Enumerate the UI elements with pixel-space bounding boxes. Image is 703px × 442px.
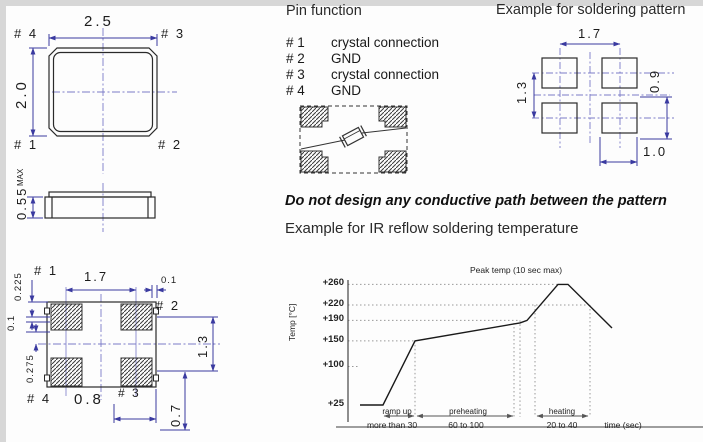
bottomview-pitchy-dim: 1.3 [195,333,210,358]
duration-preheating: 60 to 100 [448,420,484,430]
pin1-number: # 1 [286,35,305,50]
pin-function-title: Pin function [286,3,362,19]
bottom-view-body [45,302,159,387]
sideview-height-dim: 0.55 [14,186,29,220]
bottomview-pin2-label: # 2 [156,298,181,313]
top-view-dimensions [29,34,157,136]
sideview-max-qualifier: MAX [16,168,25,186]
segment-heating-label: heating [548,407,576,416]
peak-temp-annotation: Peak temp (10 sec max) [470,265,563,275]
topview-pin4-label: # 4 [14,26,39,41]
pin2-number: # 2 [286,51,305,66]
topview-pin3-label: # 3 [161,26,186,41]
conductive-path-warning: Do not design any conductive path between the pattern [285,193,667,209]
reflow-profile-line [360,284,612,405]
topview-pin2-label: # 2 [158,137,183,152]
duration-heating: 20 to 40 [546,420,578,430]
ytick-260: +260 [322,277,344,288]
solder-pattern-title: Example for soldering pattern [496,2,686,18]
pin2-function: GND [331,51,361,66]
bottomview-pin1-label: # 1 [34,263,59,278]
bottomview-offset-dim: 0.1 [161,275,178,286]
pin1-function: crystal connection [331,35,440,50]
bottomview-pin4-label: # 4 [27,391,52,406]
bottomview-pin3-label: # 3 [118,386,141,400]
topview-pin1-label: # 1 [14,137,39,152]
reflow-section-title: Example for IR reflow soldering temperature [285,220,579,237]
bottomview-offsetb-dim: 0.7 [168,402,183,427]
bottomview-l2-dim: 0.1 [6,314,17,331]
pin-function-diagram [300,106,407,173]
topview-height-dim: 2.0 [13,79,30,109]
ytick-25: +25 [327,398,344,409]
ytick-150: +150 [322,334,344,345]
duration-rampup: more than 30 [366,420,418,430]
top-view-centerlines [52,28,177,174]
ytick-220: +220 [322,298,344,309]
pin4-number: # 4 [286,83,305,98]
solder-padw-dim: 1.0 [643,144,668,159]
solder-pitchy-dim: 1.3 [514,79,529,104]
side-view-body [45,192,155,218]
bottomview-l3-dim: 0.275 [25,354,36,383]
bottomview-l1-dim: 0.225 [13,272,24,301]
chart-x-axis-label: time (sec) [604,420,642,430]
bottomview-pitchx-dim: 1.7 [84,269,109,284]
segment-preheating-label: preheating [449,407,487,416]
pin3-function: crystal connection [331,67,440,82]
ytick-190: +190 [322,313,344,324]
side-view-dimensions [27,197,43,218]
segment-rampup-label: ramp up [382,407,412,416]
pin3-number: # 3 [286,67,305,82]
chart-y-axis-label: Temp [°C] [287,303,297,341]
bottomview-bottom-dim: 0.8 [74,391,104,408]
solder-pitchx-dim: 1.7 [578,26,603,41]
topview-width-dim: 2.5 [84,13,114,30]
chart-reference-lines [348,284,590,417]
solder-pattern-pads [542,58,637,133]
ytick-100: +100 [322,359,344,370]
solder-padh-dim: 0.9 [647,68,662,93]
pin4-function: GND [331,83,361,98]
